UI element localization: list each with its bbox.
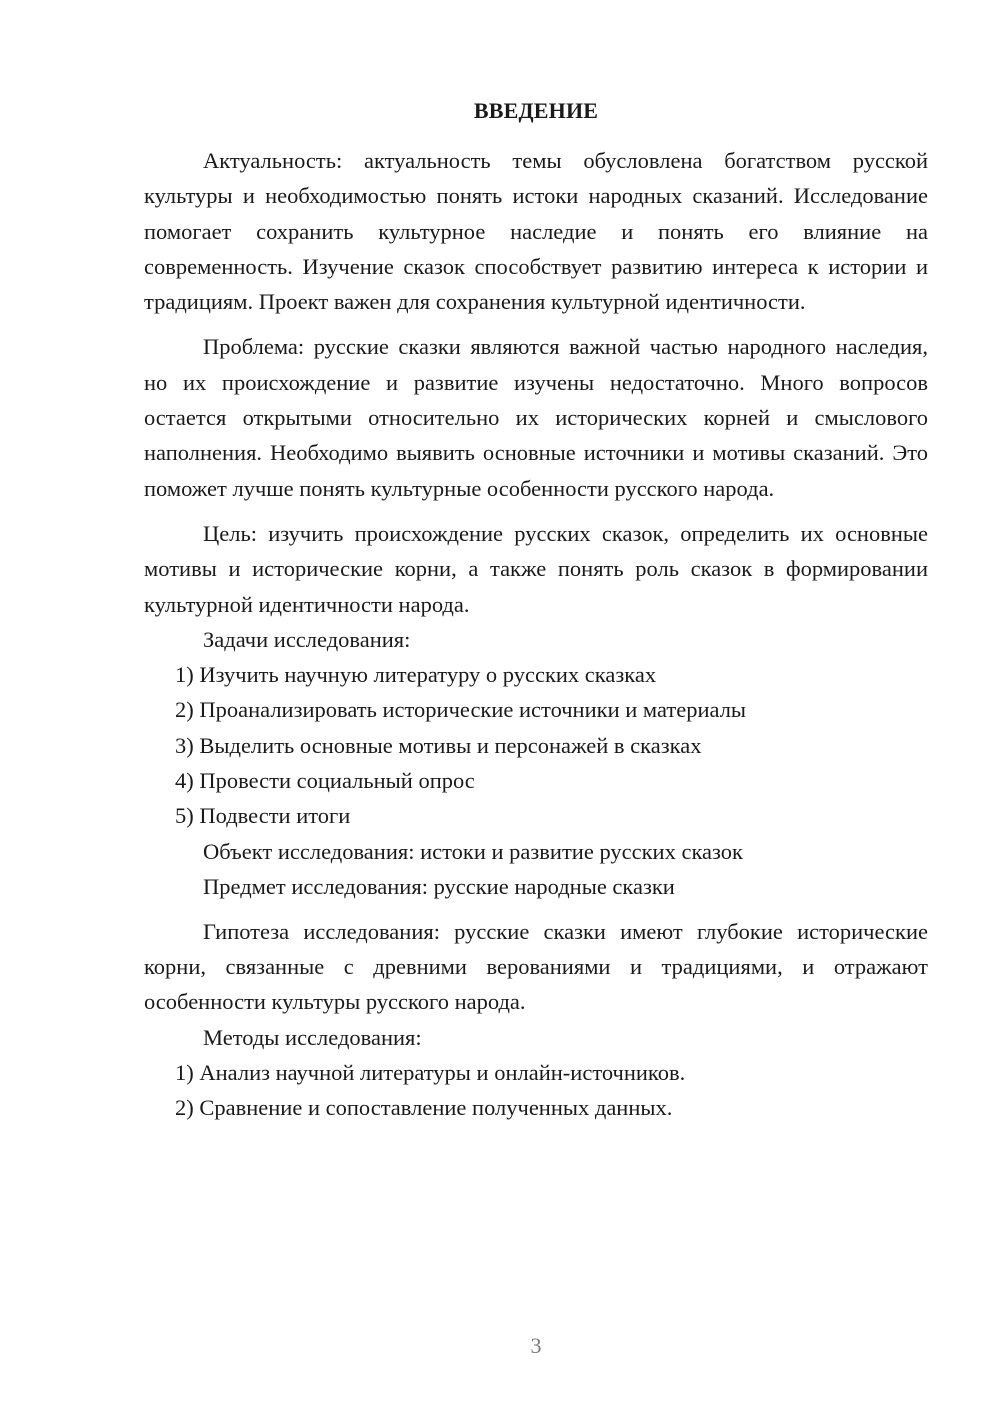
object-line: Объект исследования: истоки и развитие русских сказок (203, 838, 743, 864)
problem-paragraph: Проблема: русские сказки являются важной частью народного наследия, но их происхождение и развитие изучены недостаточно. Много вопросов остается открытыми относительно их исторических корней и смыслового наполнения. Необходимо выявить основные источники и мотивы сказаний. Это поможет лучше понять культурные особенности русского народа. (144, 334, 928, 501)
tasks-title: Задачи исследования: (203, 626, 411, 652)
methods-title: Методы исследования: (203, 1024, 422, 1050)
list-item: 3) Выделить основные мотивы и персонажей в сказках (175, 732, 702, 758)
subject-line: Предмет исследования: русские народные сказки (203, 873, 675, 899)
page-number: 3 (530, 1333, 542, 1358)
list-item: 1) Анализ научной литературы и онлайн-источников. (175, 1059, 686, 1085)
document-body (144, 143, 928, 1126)
relevance-paragraph: Актуальность: актуальность темы обусловлена богатством русской культуры и необходимостью понять истоки народных сказаний. Исследование помогает сохранить культурное наследие и понять его влияние на современность. Изучение сказок способствует развитию интереса к истории и традициям. Проект важен для сохранения культурной идентичности. (144, 148, 928, 315)
list-item: 2) Сравнение и сопоставление полученных данных. (175, 1095, 673, 1121)
hypothesis-paragraph: Гипотеза исследования: русские сказки имеют глубокие исторические корни, связанные с древними верованиями и традициями, и отражают особенности культуры русского народа. (144, 918, 928, 1015)
list-item: 1) Изучить научную литературу о русских сказках (175, 662, 657, 688)
section-heading: ВВЕДЕНИЕ (473, 98, 599, 123)
list-item: 4) Провести социальный опрос (175, 768, 475, 794)
methods-list (144, 1055, 928, 1126)
list-item: 2) Проанализировать исторические источники и материалы (175, 697, 747, 723)
goal-paragraph: Цель: изучить происхождение русских сказок, определить их основные мотивы и исторические корни, а также понять роль сказок в формировании культурной идентичности народа. (144, 520, 928, 617)
list-item: 5) Подвести итоги (175, 803, 351, 829)
tasks-list (144, 657, 928, 833)
